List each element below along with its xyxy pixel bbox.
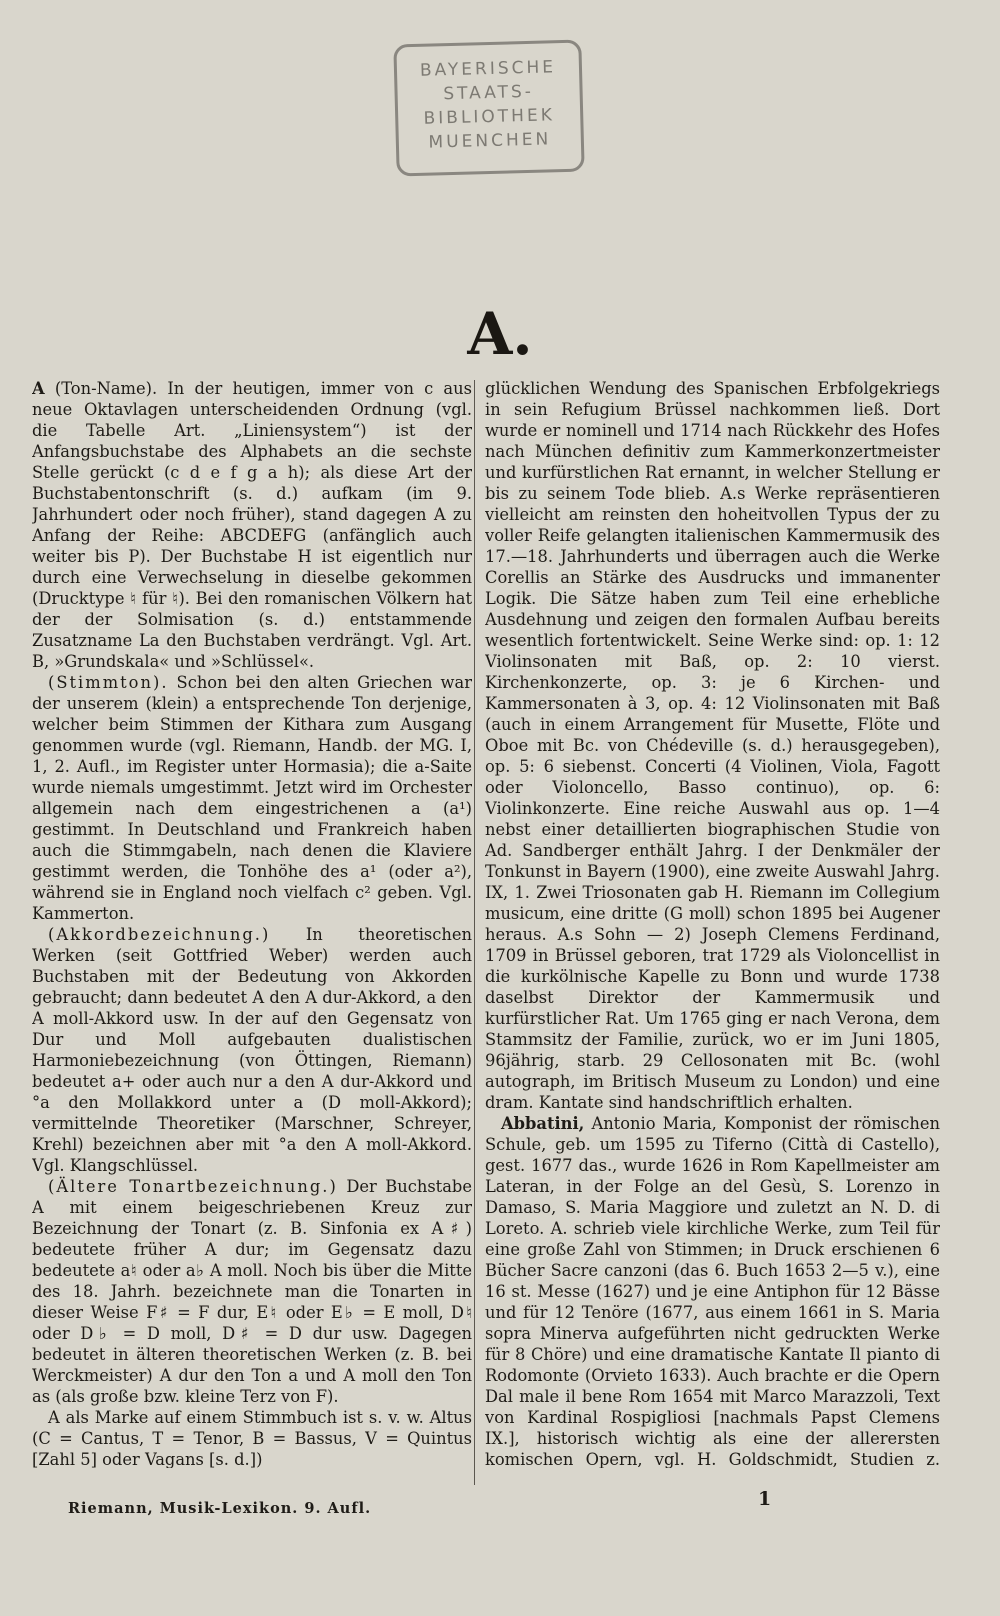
subheading-tonartbezeichnung: (Ältere Tonartbezeichnung.) — [48, 1177, 338, 1196]
entry-a-tonname — [32, 378, 472, 672]
entry-a-stimmton — [32, 672, 472, 924]
entry-a-marke: A als Marke auf einem Stimmbuch ist s. v. w. Altus (C = Cantus, T = Tenor, B = Bassus, V = Quintus [Zahl 5] oder Vagans [s. d.]) — [32, 1408, 472, 1468]
entry-a-stimmton-text: Schon bei den alten Griechen war der unserem (klein) a entsprechende Ton derjenige, welcher beim Stimmen der Kithara zum Ausgang genommen wurde (vgl. Riemann, Handb. der MG. I, 1, 2. Aufl., im Register unter Hormasia); die a-Saite wurde niemals umgestimmt. Jetzt wird im Orchester allgemein nach dem eingestrichenen a (a¹) gestimmt. In Deutschland und Frankreich haben auch die Stimmgabeln, nach denen die Klaviere gestimmt werden, die Tonhöhe des a¹ (oder a²), während sie in England noch vielfach c² geben. Vgl. Kammerton. — [32, 673, 472, 923]
footer-source: Riemann, Musik-Lexikon. 9. Aufl. — [68, 1500, 372, 1517]
right-column — [485, 378, 940, 1468]
stamp-line-1: BAYERISCHE — [419, 57, 557, 81]
page-number: 1 — [758, 1488, 772, 1510]
stamp-line-4: MUENCHEN — [428, 129, 552, 153]
headword-a: A — [32, 379, 45, 398]
stamp-line-3: BIBLIOTHEK — [423, 105, 556, 129]
left-column — [32, 378, 472, 1468]
entry-a-tonname-text: (Ton-Name). In der heutigen, immer von c aus neue Oktavlagen unterscheidenden Ordnung (vgl. die Tabelle Art. „Liniensystem“) ist der Anfangsbuchstabe des Alphabets an die sechste Stelle gerückt (c d e f g a h); als diese Art der Buchstabentonschrift (s. d.) aufkam (im 9. Jahrhundert oder noch früher), stand dagegen A zu Anfang der Reihe: ABCDEFG (anfänglich auch weiter bis P). Der Buchstabe H ist eigentlich nur durch eine Verwechselung in dieselbe gekommen (Drucktype ♮ für ♮). Bei den romanischen Völkern hat der der Solmisation (s. d.) entstammende Zusatzname La den Buchstaben verdrängt. Vgl. Art. B, »Grundskala« und »Schlüssel«. — [32, 379, 472, 671]
library-stamp — [393, 40, 584, 177]
entry-abbatini — [485, 1113, 940, 1468]
entry-abbatini-text: Antonio Maria, Komponist der römischen Schule, geb. um 1595 zu Tiferno (Città di Castello), gest. 1677 das., wurde 1626 in Rom Kapellmeister am Lateran, in der Folge an del Gesù, S. Lorenzo in Damaso, S. Maria Maggiore und zuletzt an N. D. di Loreto. A. schrieb viele kirchliche Werke, zum Teil für eine große Zahl von Stimmen; in Druck erschienen 6 Bücher Sacre canzoni (das 6. Buch 1653 2—5 v.), eine 16 st. Messe (1627) und je eine Antiphon für 12 Bässe und für 12 Tenöre (1677, aus einem 1661 in S. Maria sopra Minerva aufgeführten nicht gedruckten Werke für 8 Chöre) und eine dramatische Kantate Il pianto di Rodomonte (Orvieto 1633). Auch brachte er die Opern Dal male il bene Rom 1654 mit Marco Marazzoli, Text von Kardinal Rospigliosi [nachmals Papst Clemens IX.], historisch wichtig als eine der allerersten komischen Opern, vgl. H. Goldschmidt, Studien z. — [485, 1114, 940, 1468]
section-letter-heading: A. — [467, 300, 533, 368]
column-divider — [474, 380, 475, 1485]
entry-abaco-continued: glücklichen Wendung des Spanischen Erbfolgekriegs in sein Refugium Brüssel nachkommen ließ. Dort wurde er nominell und 1714 nach Rückkehr des Hofes nach München definitiv zum Kammerkonzertmeister und kurfürstlichen Rat ernannt, in welcher Stellung er bis zu seinem Tode blieb. A.s Werke repräsentieren vielleicht am reinsten den hoheitvollen Typus der zu voller Reife gelangten italienischen Kammermusik des 17.—18. Jahrhunderts und überragen auch die Werke Corellis an Stärke des Ausdrucks und immanenter Logik. Die Sätze haben zum Teil eine erhebliche Ausdehnung und zeigen den formalen Aufbau bereits wesentlich fortentwickelt. Seine Werke sind: op. 1: 12 Violinsonaten mit Baß, op. 2: 10 vierst. Kirchenkonzerte, op. 3: je 6 Kirchen- und Kammersonaten à 3, op. 4: 12 Violinsonaten mit Baß (auch in einem Arrangement für Musette, Flöte und Oboe mit Bc. von Chédeville (s. d.) herausgegeben), op. 5: 6 siebenst. Concerti (4 Violinen, Viola, Fagott oder Violoncello, Basso continuo), op. 6: Violinkonzerte. Eine reiche Auswahl aus op. 1—4 nebst einer detaillierten biographischen Studie von Ad. Sandberger enthält Jahrg. I der Denkmäler der Tonkunst in Bayern (1900), eine zweite Auswahl Jahrg. IX, 1. Zwei Triosonaten gab H. Riemann im Collegium musicum, eine dritte (G moll) schon 1895 bei Augener heraus. A.s Sohn — 2) Joseph Clemens Ferdinand, 1709 in Brüssel geboren, trat 1729 als Violoncellist in die kurkölnische Kapelle zu Bonn und wurde 1738 daselbst Direktor der Kammermusik und kurfürstlicher Rat. Um 1765 ging er nach Verona, dem Stammsitz der Familie, zurück, wo er im Juni 1805, 96jährig, starb. 29 Cellosonaten mit Bc. (wohl autograph, im Britisch Museum zu London) und eine dram. Kantate sind handschriftlich erhalten. — [485, 379, 940, 1112]
entry-a-akkord-text: In theoretischen Werken (seit Gottfried Weber) werden auch Buchstaben mit der Bedeutung von Akkorden gebraucht; dann bedeutet A den A dur-Akkord, a den A moll-Akkord usw. In der auf den Gegensatz von Dur und Moll aufgebauten dualistischen Harmoniebezeichnung (von Öttingen, Riemann) bedeutet a+ oder auch nur a den A dur-Akkord und °a den Mollakkord unter a (D moll-Akkord); vermittelnde Theoretiker (Marschner, Schreyer, Krehl) bezeichnen aber mit °a den A moll-Akkord. Vgl. Klangschlüssel. — [32, 925, 472, 1175]
entry-a-tonart-text: Der Buchstabe A mit einem beigeschriebenen Kreuz zur Bezeichnung der Tonart (z. B. Sinfonia ex A♯) bedeutete früher A dur; im Gegensatz dazu bedeutete a♮ oder a♭ A moll. Noch bis über die Mitte des 18. Jahrh. bezeichnete man die Tonarten in dieser Weise F♯ = F dur, E♮ oder E♭ = E moll, D♮ oder D♭ = D moll, D♯ = D dur usw. Dagegen bedeutet in älteren theoretischen Werken (z. B. bei Werckmeister) A dur den Ton a und A moll den Ton as (als große bzw. kleine Terz von F). — [32, 1177, 472, 1406]
entry-a-akkord — [32, 924, 472, 1176]
subheading-stimmton: (Stimmton). — [48, 673, 169, 692]
entry-a-tonart — [32, 1176, 472, 1407]
subheading-akkordbezeichnung: (Akkordbezeichnung.) — [48, 925, 271, 944]
stamp-line-2: STAATS- — [443, 81, 535, 105]
headword-abbatini: Abbatini, — [501, 1114, 585, 1133]
